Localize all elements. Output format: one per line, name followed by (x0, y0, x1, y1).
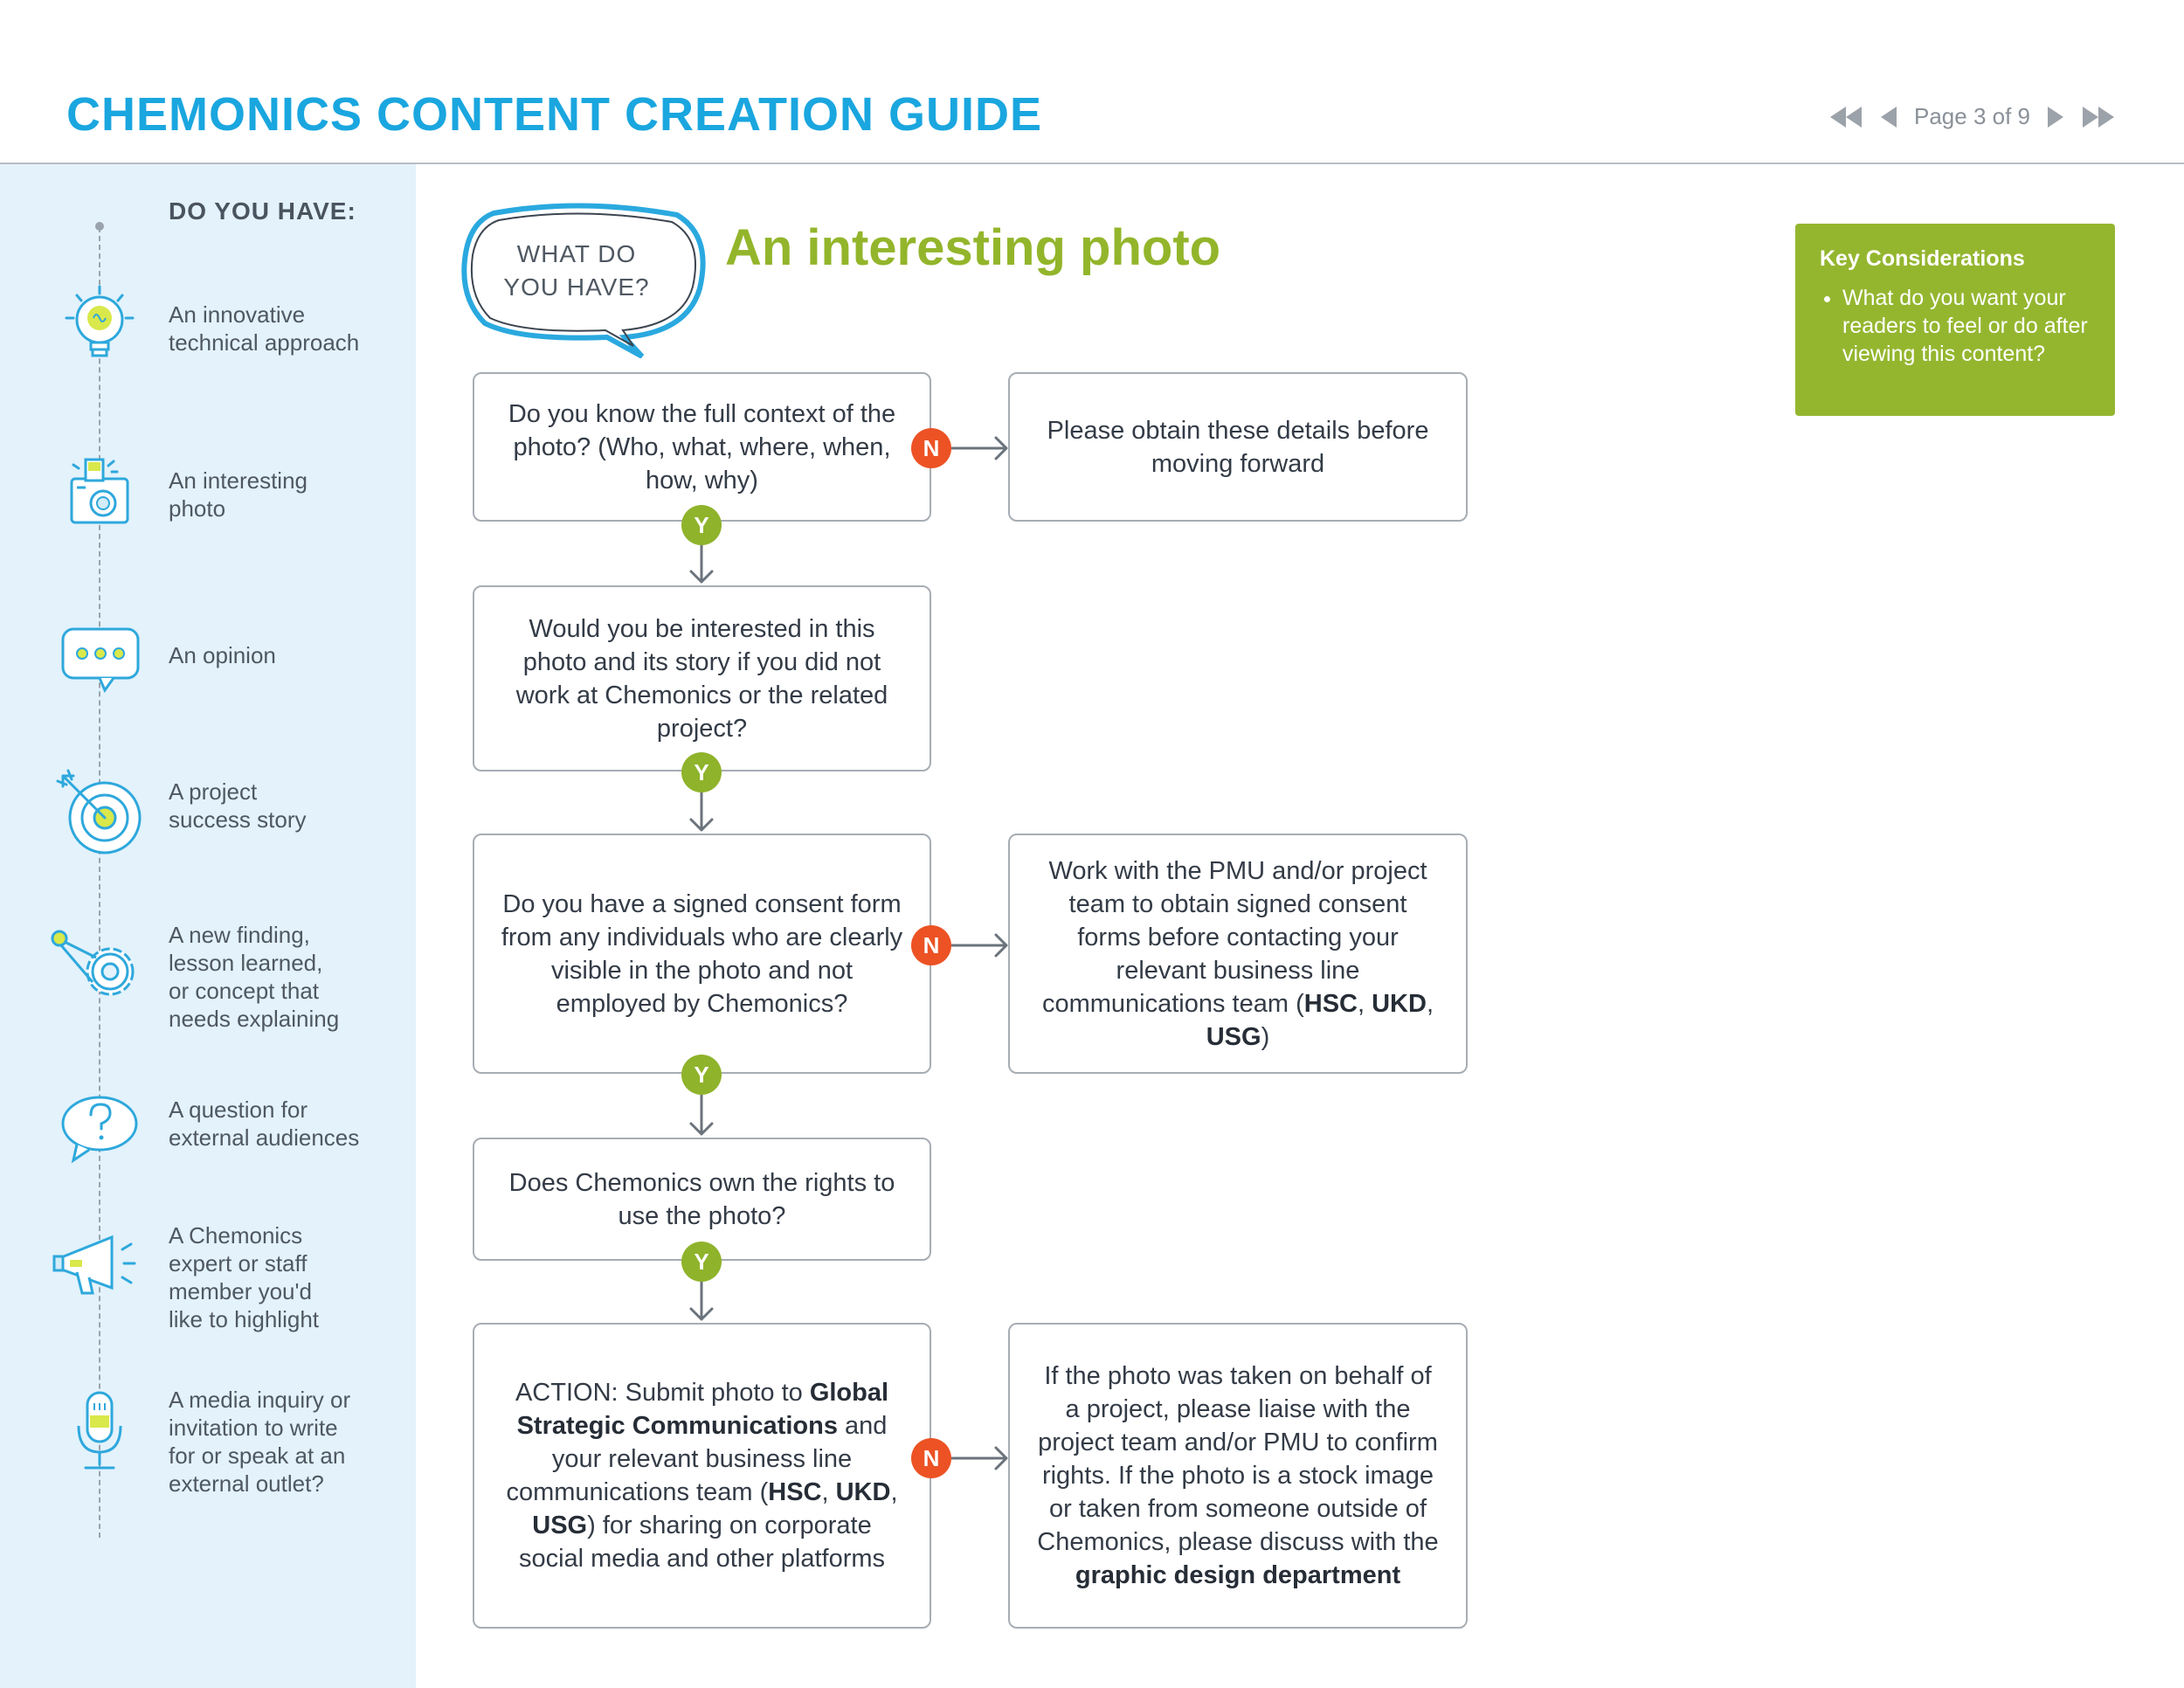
sidebar-title: DO YOU HAVE: (169, 197, 356, 225)
sidebar-item-label: A project success story (169, 778, 307, 833)
yes-badge: Y (681, 505, 722, 545)
consent-instructions-text: Work with the PMU and/or project team to obtain signed consent forms before contacting your relevant business line communications team (HSC, UKD, USG) (1041, 856, 1434, 1051)
arrow-q4-to-action (691, 1281, 712, 1319)
microphone-icon (51, 1386, 149, 1484)
sidebar-item-label: A media inquiry or invitation to write for or speak at an external outlet? (169, 1387, 351, 1497)
camera-icon (51, 446, 149, 543)
page-title: An interesting photo (725, 219, 1221, 276)
action-submit-text: ACTION: Submit photo to Global Strategic Communications and your relevant business line communications team (HSC, UKD, USG) for sharing on corporate social media and other platforms (506, 1379, 898, 1573)
question-full-context (473, 372, 931, 522)
confirm-rights-text: If the photo was taken on behalf of a project, please liaise with the project team and/or PMU to confirm rights. If the photo is a stock image or taken from someone outside of Chemonics, please discuss with the graphic design department (1037, 1362, 1439, 1589)
key-consideration-item: • What do you want your readers to feel or do after viewing this content? (1842, 284, 2091, 368)
lightbulb-icon (51, 278, 149, 376)
confirm-rights-box (1008, 1323, 1468, 1629)
question-full-context-text: Do you know the full context of the photo? (Who, what, where, when, how, why) (508, 399, 896, 495)
speech-bubble-icon (51, 610, 149, 708)
gear-icon (51, 914, 149, 1012)
question-interested (473, 585, 931, 771)
sidebar-item-label: A new finding, lesson learned, or concept that needs explaining (169, 922, 340, 1032)
arrow-q2-to-q3 (691, 792, 712, 830)
sidebar-item-label: A Chemonics expert or staff member you'd like to highlight (169, 1222, 319, 1332)
arrow-q1-no (952, 438, 1006, 459)
no-badge: N (911, 1438, 951, 1478)
no-badge: N (911, 428, 951, 468)
arrow-q3-no (952, 935, 1006, 956)
question-own-rights-text: Does Chemonics own the rights to use the photo? (508, 1168, 895, 1230)
obtain-details-text: Please obtain these details before moving forward (1047, 416, 1429, 478)
consent-instructions-box (1008, 834, 1468, 1074)
arrow-q1-to-q2 (691, 545, 712, 582)
question-interested-text: Would you be interested in this photo and its story if you did not work at Chemonics or the related project? (515, 614, 888, 743)
target-icon (51, 764, 149, 861)
question-consent-form (473, 834, 931, 1074)
yes-badge: Y (681, 752, 722, 792)
no-badge: N (911, 925, 951, 965)
sidebar-item-label: An innovative technical approach (169, 301, 360, 356)
question-consent-form-text: Do you have a signed consent form from any individuals who are clearly visible in the photo and not employed by Chemonics? (501, 889, 903, 1018)
guide-title: CHEMONICS CONTENT CREATION GUIDE (66, 88, 1043, 141)
yes-badge: Y (681, 1242, 722, 1282)
sidebar-item-label: A question for external audiences (169, 1097, 360, 1151)
sidebar-item-label: An opinion (169, 642, 276, 668)
arrow-q3-to-q4 (691, 1094, 712, 1134)
action-submit-box (473, 1323, 931, 1629)
page-indicator: Page 3 of 9 (1914, 103, 2030, 129)
bubble-text: WHAT DO YOU HAVE? (503, 240, 650, 301)
yes-badge: Y (681, 1055, 722, 1095)
megaphone-icon (51, 1211, 149, 1309)
key-considerations-title: Key Considerations (1820, 246, 2025, 271)
arrow-action-no (952, 1448, 1006, 1469)
obtain-details-box (1008, 372, 1468, 522)
sidebar-item-label: An interesting photo (169, 467, 308, 522)
question-bubble-icon (51, 1082, 149, 1180)
